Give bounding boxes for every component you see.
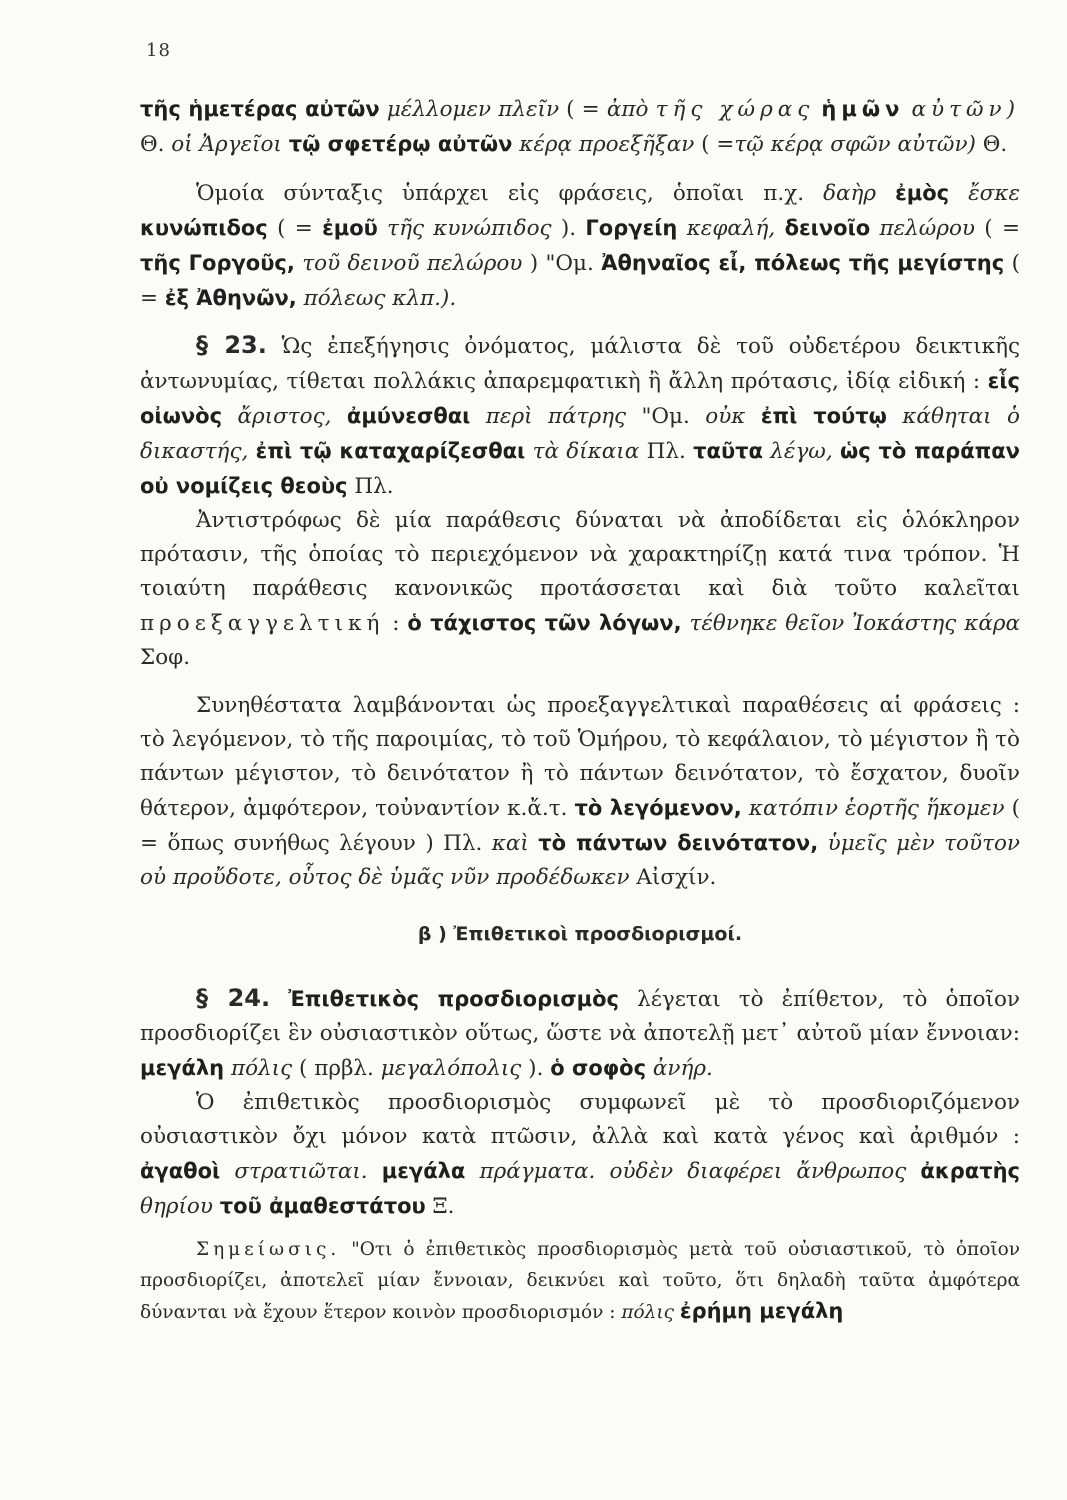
section-23: § 23. Ὡς ἐπεξήγησις ὀνόματος, μάλιστα δὲ τοῦ οὐδετέρου δεικτικῆς ἀντωνυμίας, τίθεται πολλάκις ἀπαρεμφατικὴ ἢ ἄλλη πρότασις, ἰδίᾳ εἰδική : εἷς οἰωνὸς ἄριστος, ἀμύνεσθαι περὶ πάτρης "Ομ. οὐκ ἐπὶ τούτῳ κάθηται ὁ δικαστής, ἐπὶ τῷ καταχαρίζεσθαι τὰ δίκαια Πλ. ταῦτα λέγω, ὡς τὸ παράπαν οὐ νομίζεις θεοὺς Πλ. [140,331,1020,499]
subheading-attributive: β ) Ἐπιθετικοὶ προσδιορισμοί. [417,923,743,945]
paragraph-apposition: Ἀντιστρόφως δὲ μία παράθεσις δύναται νὰ ἀποδίδεται εἰς ὁλόκληρον πρότασιν, τῆς ὁποίας τὸ περιεχόμενον νὰ χαρακτηρίζῃ κατά τινα τρόπον. Ἡ τοιαύτη παράθεσις κανονικῶς προτάσσεται καὶ διὰ τοῦτο καλεῖται προεξαγγελτική : ὁ τάχιστος τῶν λόγων, τέθνηκε θεῖον Ἰοκάστης κάρα Σοφ. [140,508,1020,670]
page-body [140,92,1020,1328]
section-24-number: § 24. [196,984,271,1012]
paragraph-common-phrases: Συνηθέστατα λαμβάνονται ὡς προεξαγγελτικαὶ παραθέσεις αἱ φράσεις : τὸ λεγόμενον, τὸ τῆς παροιμίας, τὸ τοῦ Ὁμήρου, τὸ κεφάλαιον, τὸ μέγιστον ἢ τὸ πάντων μέγιστον, τὸ δεινότατον ἢ τὸ πάντων δεινότατον, τὸ ἔσχατον, δυοῖν θάτερον, ἀμφότερον, τοὐναντίον κ.ἄ.τ. τὸ λεγόμενον, κατόπιν ἑορτῆς ἥκομεν ( = ὅπως συνήθως λέγουν ) Πλ. καὶ τὸ πάντων δεινότατον, ὑμεῖς μὲν τοῦτον οὐ προὔδοτε, οὗτος δὲ ὑμᾶς νῦν προδέδωκεν Αἰσχίν. [140,693,1020,890]
section-24: § 24. Ἐπιθετικὸς προσδιορισμὸς λέγεται τὸ ἐπίθετον, τὸ ὁποῖον προσδιορίζει ἓν οὐσιαστικὸν οὕτως, ὥστε νὰ ἀποτελῇ μετ᾽ αὐτοῦ μίαν ἔννοιαν: μεγάλη πόλις ( πρβλ. μεγαλόπολις ). ὁ σοφὸς ἀνήρ. [140,984,1020,1081]
note-paragraph: Σημείωσις. "Οτι ὁ ἐπιθετικὸς προσδιορισμὸς μετὰ τοῦ οὐσιαστικοῦ, τὸ ὁποῖον προσδιορίζει, ἀποτελεῖ μίαν ἔννοιαν, δεικνύει καὶ τοῦτο, ὅτι δηλαδὴ ταῦτα ἀμφότερα δύνανται νὰ ἔχουν ἕτερον κοινὸν προσδιορισμόν : πόλις ἐρήμη μεγάλη [140,1239,1020,1323]
paragraph-similar-syntax: Ὁμοία σύνταξις ὑπάρχει εἰς φράσεις, ὁποῖαι π.χ. δαὴρ ἐμὸς ἔσκε κυνώπιδος ( = ἐμοῦ τῆς κυνώπιδος ). Γοργείη κεφαλή, δεινοῖο πελώρου ( = τῆς Γοργοῦς, τοῦ δεινοῦ πελώρου ) "Ομ. Ἀθηναῖος εἶ, πόλεως τῆς μεγίστης ( = ἐξ Ἀθηνῶν, πόλεως κλπ.). [140,181,1021,311]
paragraph-intro-examples: τῆς ἡμετέρας αὐτῶν μέλλομεν πλεῖν ( = ἀπὸ τῆς χώρας ἡμῶν αὐτῶν) Θ. οἱ Ἀργεῖοι τῷ σφετέρῳ αὐτῶν κέρᾳ προεξῆξαν ( =τῷ κέρᾳ σφῶν αὐτῶν) Θ. [140,97,1021,157]
page-number: 18 [146,40,171,61]
note-label: Σημείωσις. [196,1239,341,1260]
section-23-number: § 23. [196,331,267,359]
paragraph-agreement: Ὁ ἐπιθετικὸς προσδιορισμὸς συμφωνεῖ μὲ τὸ προσδιοριζόμενον οὐσιαστικὸν ὄχι μόνον κατὰ πτῶσιν, ἀλλὰ καὶ κατὰ γένος καὶ ἀριθμόν : ἀγαθοὶ στρατιῶται. μεγάλα πράγματα. οὐδὲν διαφέρει ἄνθρωπος ἀκρατὴς θηρίου τοῦ ἀμαθεστάτου Ξ. [140,1090,1020,1219]
